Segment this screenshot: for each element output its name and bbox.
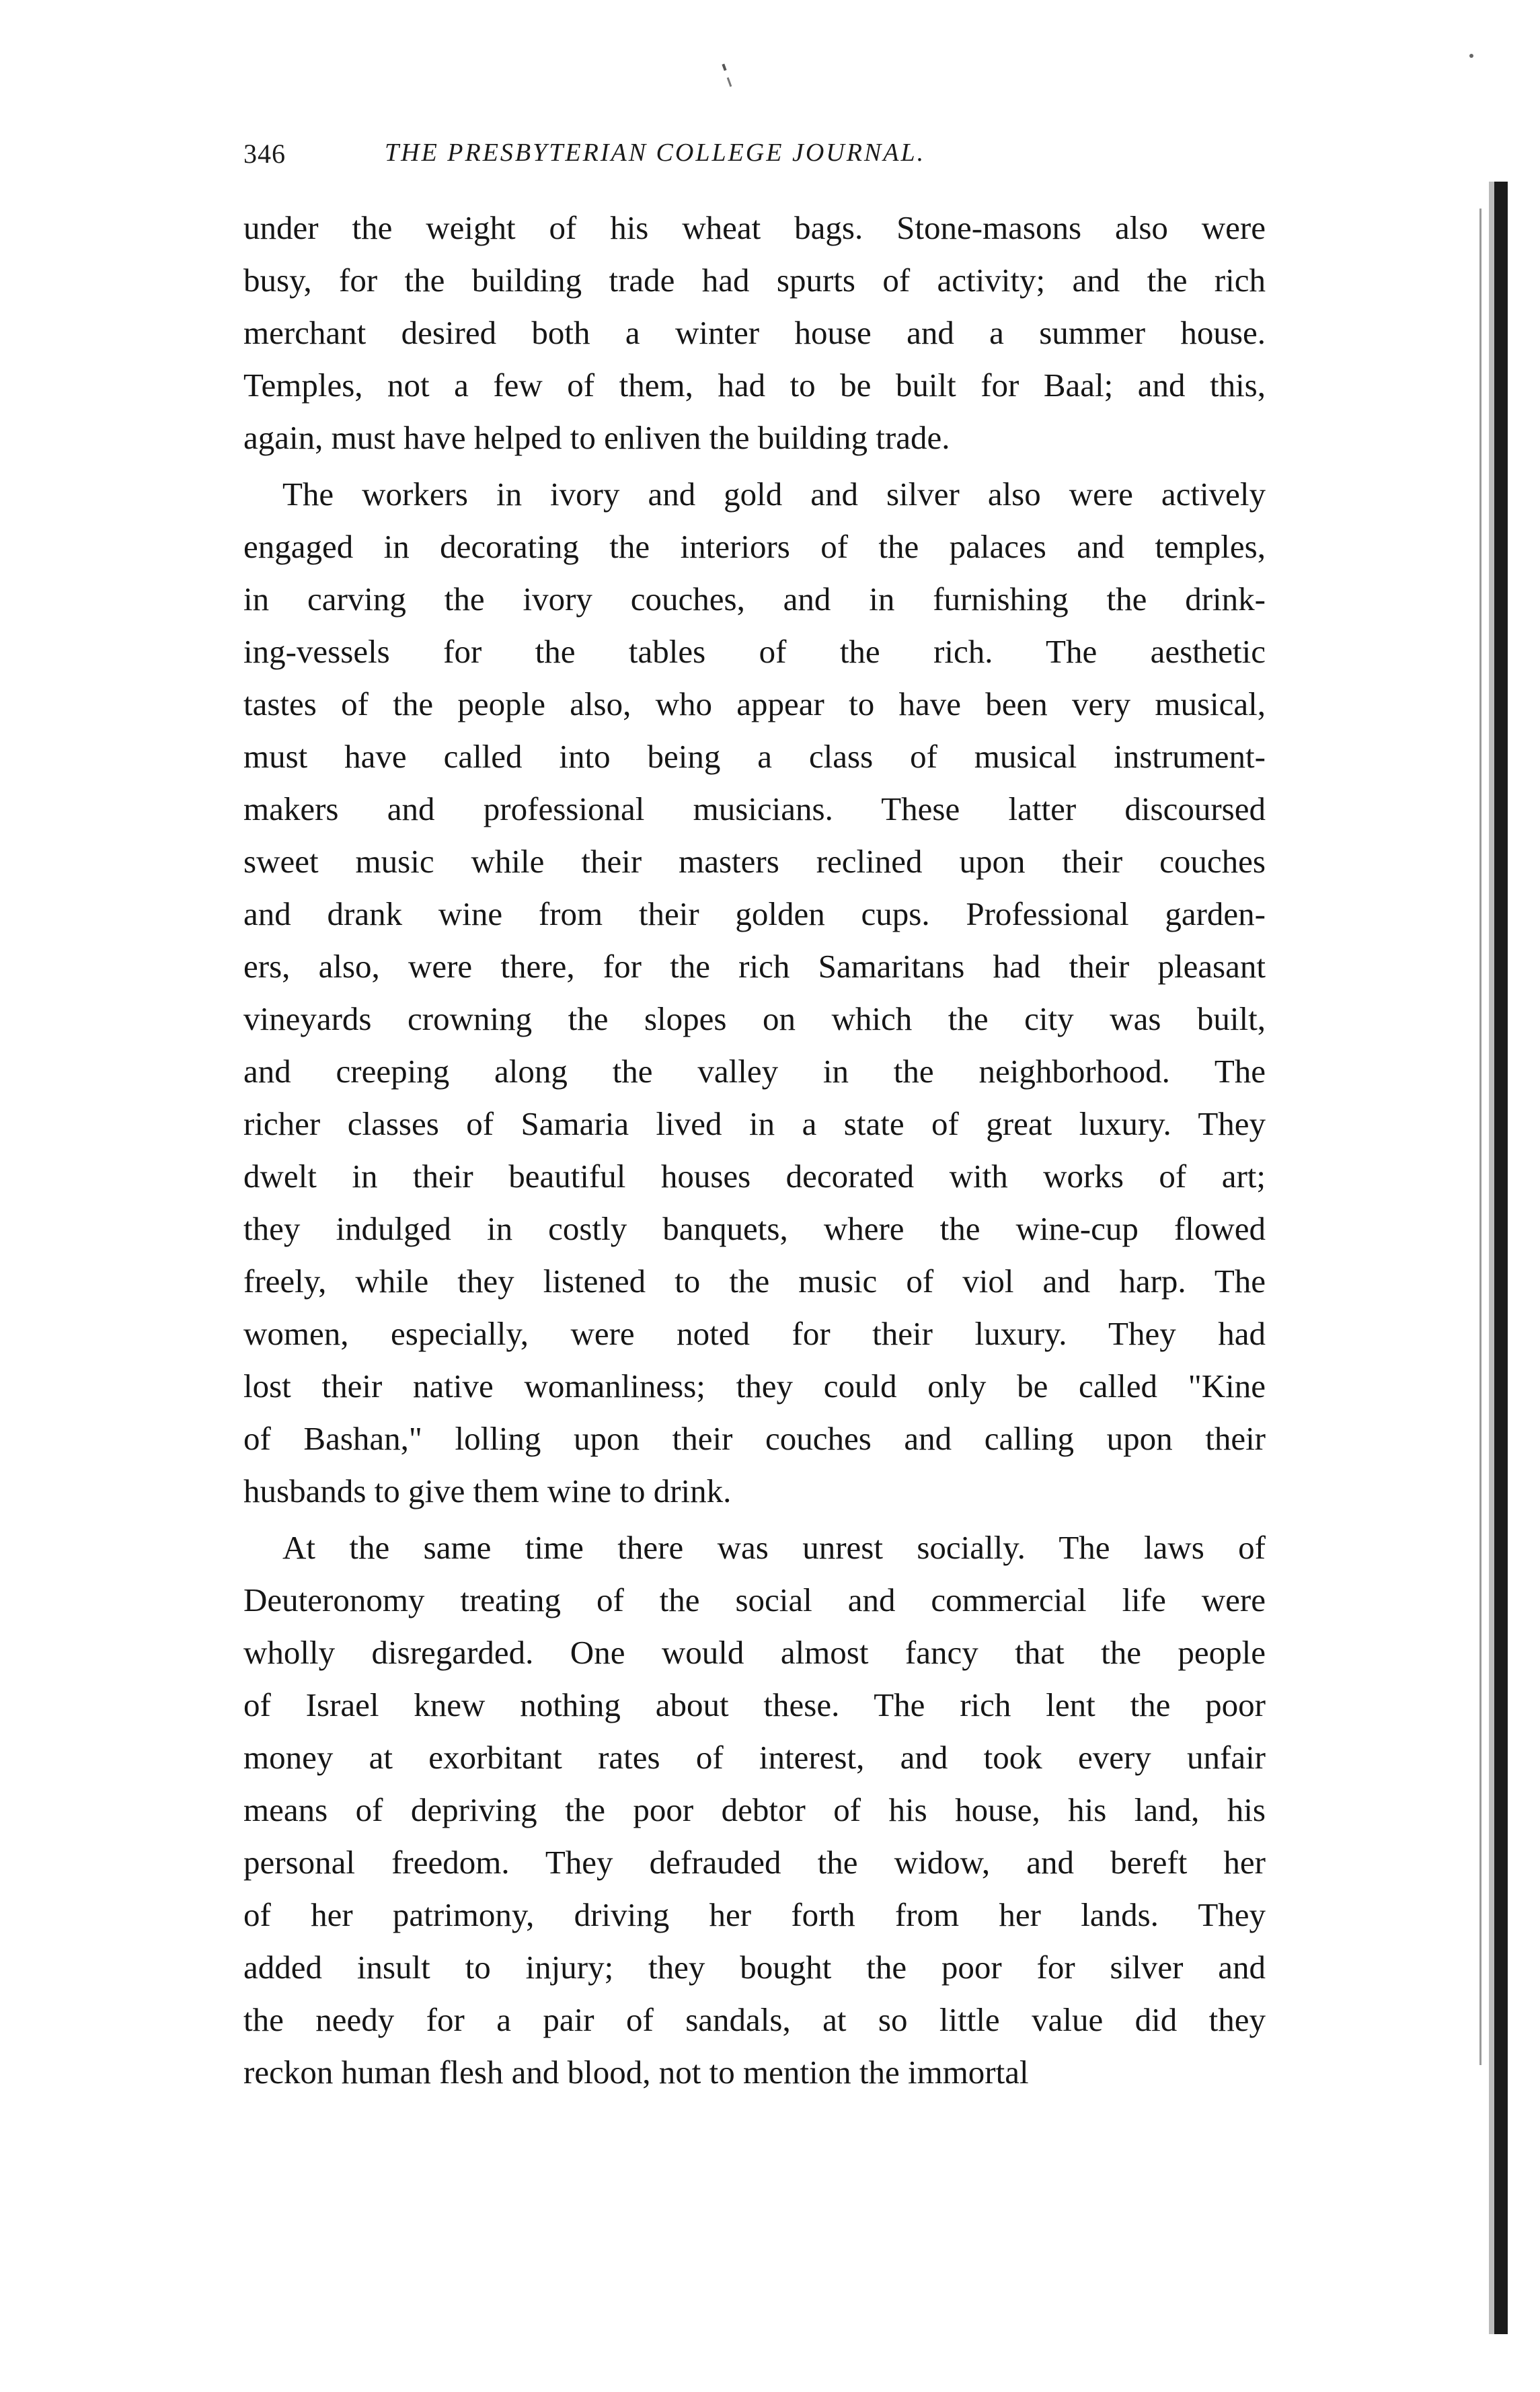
paragraph — [243, 1522, 1266, 2099]
text-line: Temples, not a few of them, had to be built for Baal; and this, — [243, 367, 1266, 404]
text-line: reckon human flesh and blood, not to mention the immortal — [243, 2054, 1029, 2091]
text-line: sweet music while their masters reclined upon their couches — [243, 843, 1266, 880]
text-line: added insult to injury; they bought the poor for silver and — [243, 1949, 1266, 1986]
text-line: lost their native womanliness; they could only be called "Kine — [243, 1368, 1266, 1405]
scan-speck — [727, 77, 732, 87]
page-header — [243, 138, 1279, 178]
text-line: tastes of the people also, who appear to have been very musical, — [243, 685, 1266, 722]
text-line: of Israel knew nothing about these. The rich lent the poor — [243, 1686, 1266, 1723]
page-number: 346 — [243, 139, 286, 169]
paragraph — [243, 468, 1266, 1518]
body-text — [243, 202, 1266, 2099]
running-title: THE PRESBYTERIAN COLLEGE JOURNAL. — [385, 139, 926, 167]
text-line: and drank wine from their golden cups. Professional garden- — [243, 895, 1266, 932]
text-line: the needy for a pair of sandals, at so little value did they — [243, 2001, 1266, 2038]
margin-rule — [1479, 209, 1481, 2065]
text-line: merchant desired both a winter house and a summer house. — [243, 314, 1266, 351]
text-line: ers, also, were there, for the rich Samaritans had their pleasant — [243, 948, 1266, 985]
text-line: At the same time there was unrest socially. The laws of — [282, 1529, 1266, 1566]
text-line: in carving the ivory couches, and in furnishing the drink- — [243, 581, 1266, 618]
text-line: women, especially, were noted for their luxury. They had — [243, 1315, 1266, 1352]
scan-specks — [723, 64, 732, 91]
page-edge-shadow — [1489, 182, 1494, 2334]
text-line: under the weight of his wheat bags. Stone-masons also were — [243, 209, 1266, 246]
text-line: personal freedom. They defrauded the widow, and bereft her — [243, 1844, 1266, 1881]
scan-speck — [722, 64, 726, 71]
text-line: wholly disregarded. One would almost fancy that the people — [243, 1634, 1266, 1671]
scan-dot — [1469, 54, 1473, 58]
page-edge-bar — [1494, 182, 1508, 2334]
text-line: money at exorbitant rates of interest, and took every unfair — [243, 1739, 1266, 1776]
text-line: ing-vessels for the tables of the rich. The aesthetic — [243, 633, 1266, 670]
text-line: richer classes of Samaria lived in a state of great luxury. They — [243, 1105, 1266, 1142]
text-line: of Bashan," lolling upon their couches and calling upon their — [243, 1420, 1266, 1457]
text-line: dwelt in their beautiful houses decorated with works of art; — [243, 1158, 1266, 1195]
text-line: freely, while they listened to the music of viol and harp. The — [243, 1263, 1266, 1300]
text-line: engaged in decorating the interiors of the palaces and temples, — [243, 528, 1266, 565]
text-line: makers and professional musicians. These latter discoursed — [243, 790, 1266, 827]
text-line: of her patrimony, driving her forth from her lands. They — [243, 1896, 1266, 1933]
text-line: means of depriving the poor debtor of his house, his land, his — [243, 1791, 1266, 1828]
text-line: they indulged in costly banquets, where the wine-cup flowed — [243, 1210, 1266, 1247]
text-line: The workers in ivory and gold and silver also were actively — [282, 476, 1266, 513]
text-line: Deuteronomy treating of the social and commercial life were — [243, 1581, 1266, 1618]
text-line: must have called into being a class of musical instrument- — [243, 738, 1266, 775]
paragraph — [243, 202, 1266, 464]
text-line: vineyards crowning the slopes on which the city was built, — [243, 1000, 1266, 1037]
text-line: and creeping along the valley in the neighborhood. The — [243, 1053, 1266, 1090]
text-line: again, must have helped to enliven the building trade. — [243, 419, 950, 456]
text-line: husbands to give them wine to drink. — [243, 1472, 732, 1509]
text-line: busy, for the building trade had spurts of activity; and the rich — [243, 262, 1266, 299]
